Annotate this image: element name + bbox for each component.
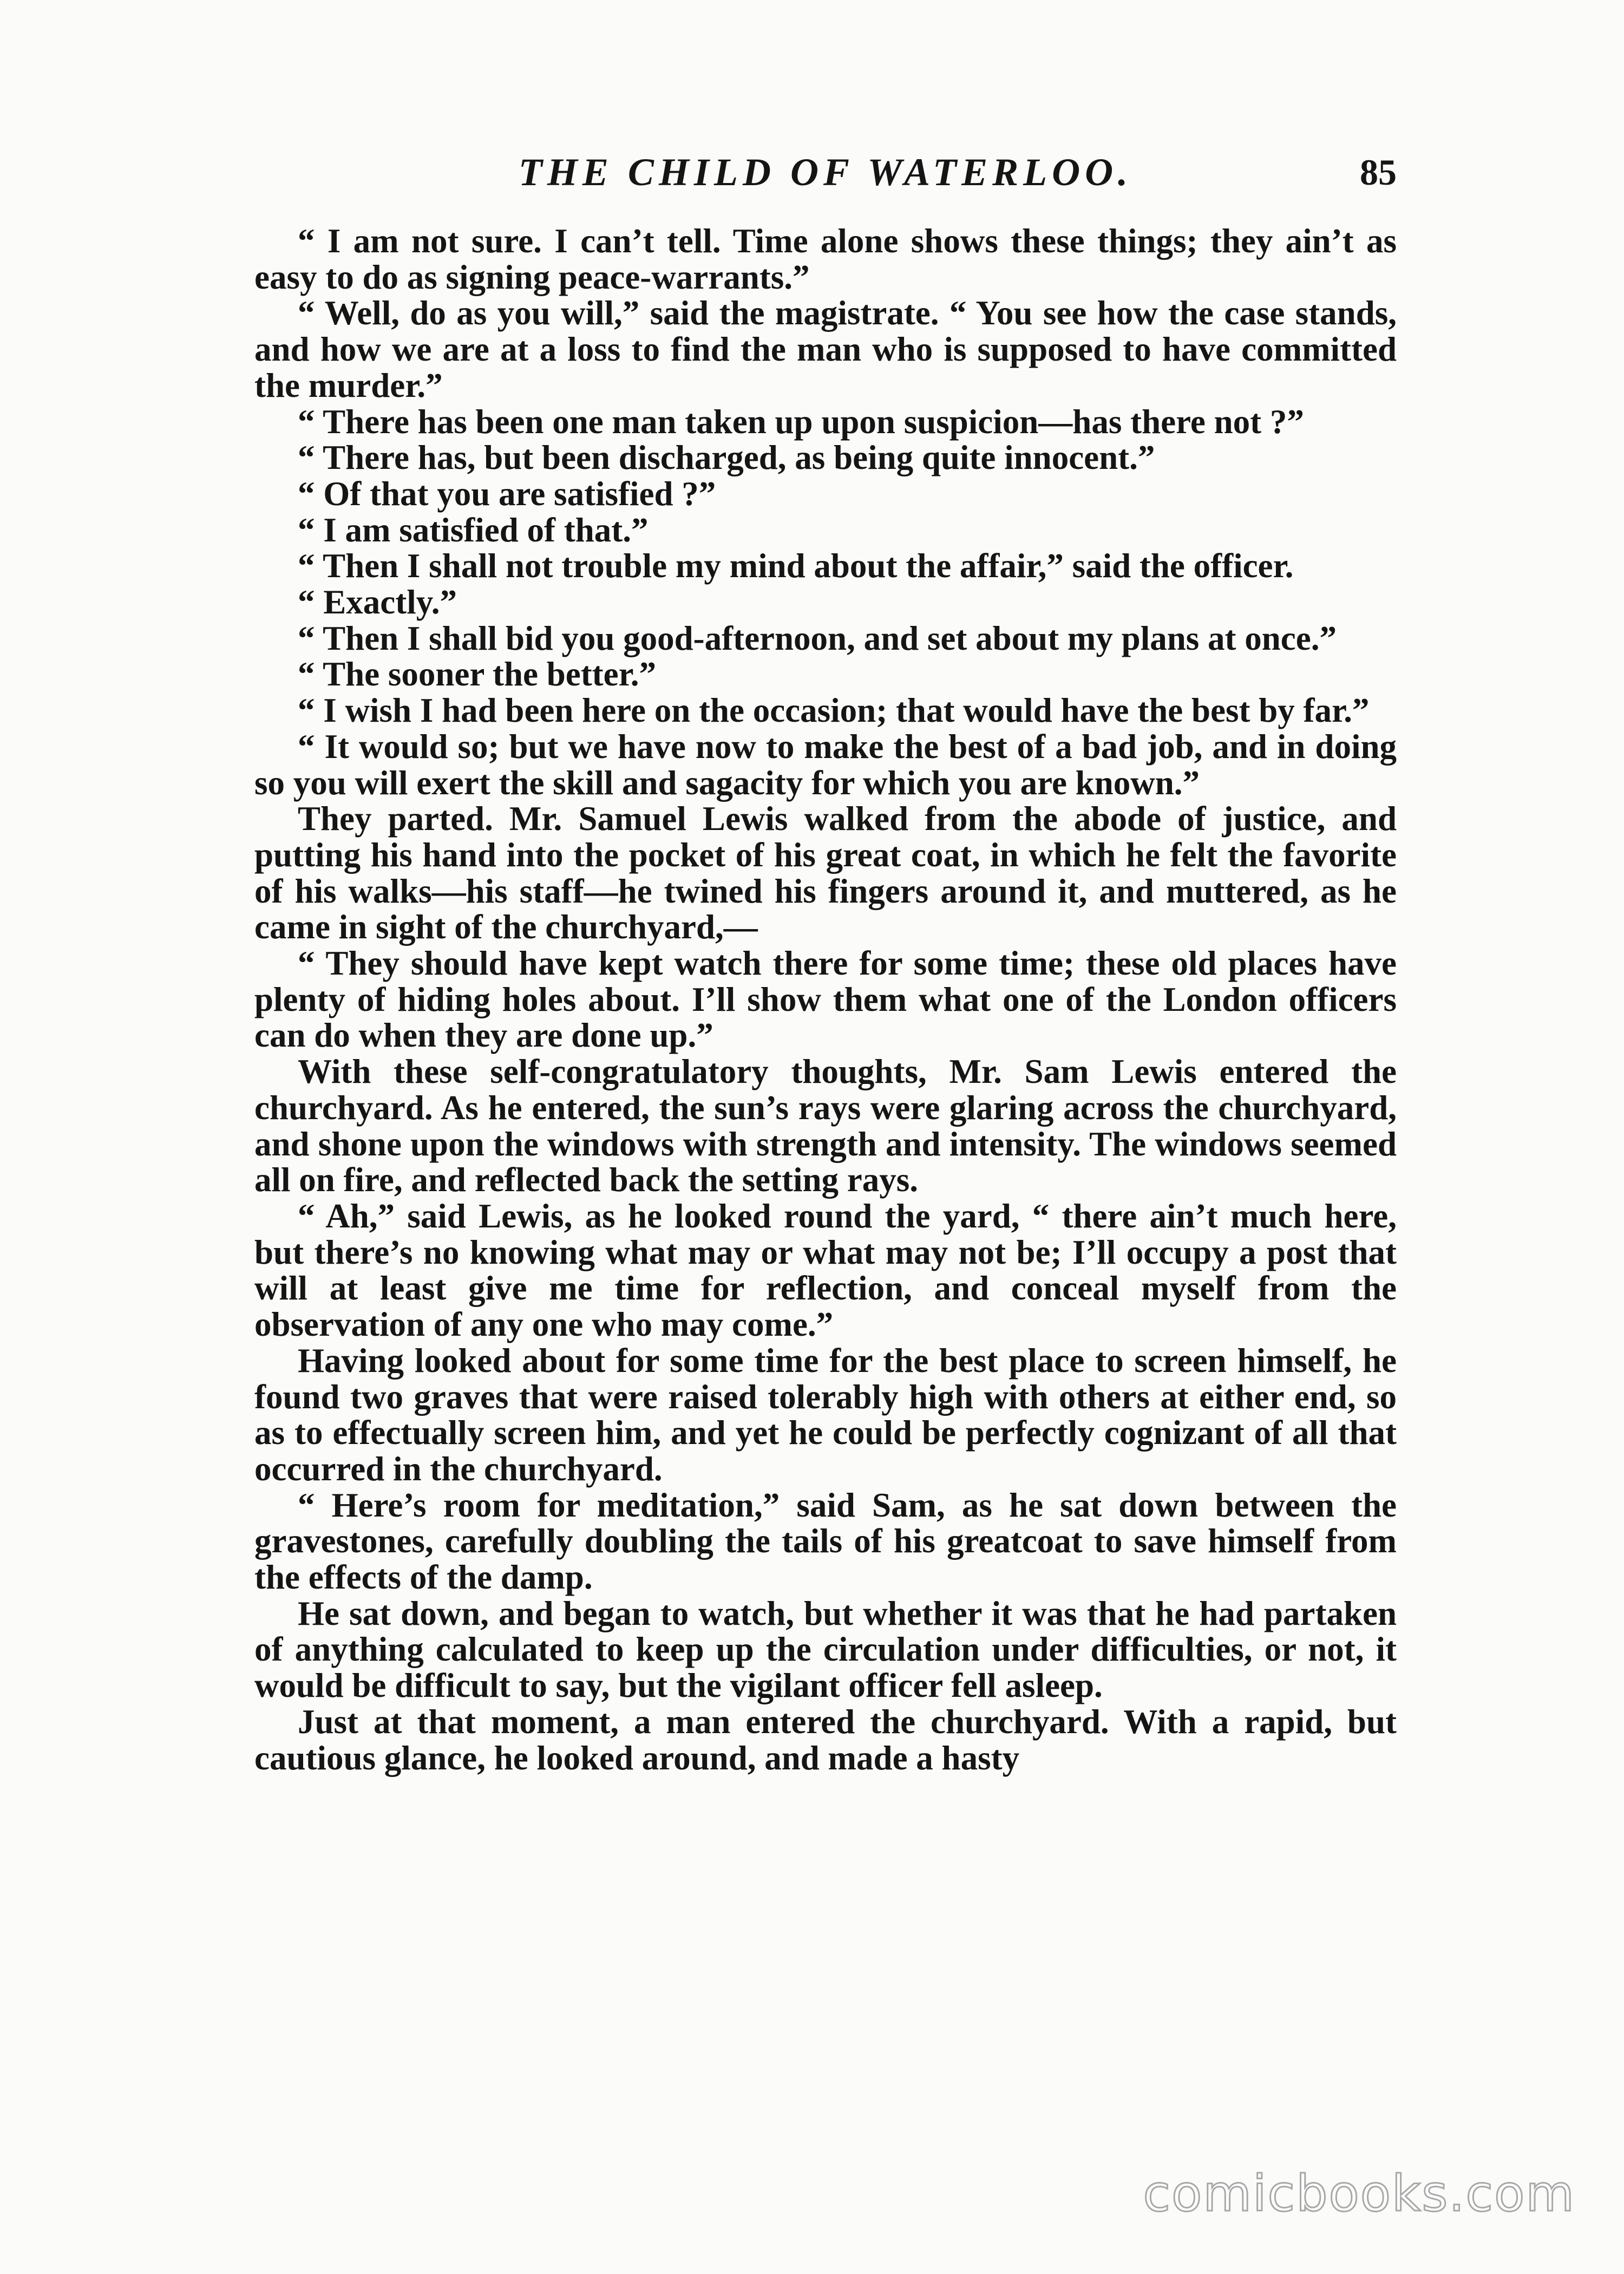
page-title: THE CHILD OF WATERLOO.	[518, 151, 1133, 194]
paragraph: He sat down, and began to watch, but whether it was that he had partaken of anything calculated to keep up the circulation under difficulties, or not, it would be difficult to say, but the vigilant officer fell asleep.	[254, 1594, 1397, 1705]
paragraph: “ Exactly.”	[298, 583, 457, 622]
paragraph: With these self-congratulatory thoughts, Mr. Sam Lewis entered the churchyard. As he entered, the sun’s rays were glaring across the churchyard, and shone upon the windows with strength and intensity. The windows seemed all on fire, and reflected back the setting rays.	[254, 1053, 1397, 1199]
page-number: 85	[1360, 152, 1397, 193]
paragraph: They parted. Mr. Samuel Lewis walked from the abode of justice, and putting his hand into the pocket of his great coat, in which he felt the favorite of his walks—his staff—he twined his fingers around it, and muttered, as he came in sight of the churchyard,—	[254, 800, 1397, 946]
paragraph: Having looked about for some time for the best place to screen himself, he found two graves that were raised tolerably high with others at either end, so as to effectually screen him, and yet he could be perfectly cognizant of all that occurred in the churchyard.	[254, 1341, 1397, 1488]
paragraph: “ I am not sure. I can’t tell. Time alone shows these things; they ain’t as easy to do as signing peace-warrants.”	[254, 222, 1397, 296]
paragraph: “ Of that you are satisfied ?”	[298, 474, 716, 513]
paragraph: “ Here’s room for meditation,” said Sam, as he sat down between the gravestones, carefully doubling the tails of his greatcoat to save himself from the effects of the damp.	[254, 1486, 1397, 1597]
paragraph: “ Then I shall bid you good-afternoon, and set about my plans at once.”	[298, 619, 1337, 657]
paragraph: “ Ah,” said Lewis, as he looked round the yard, “ there ain’t much here, but there’s no knowing what may or what may not be; I’ll occupy a post that will at least give me time for reflection, and conceal myself from the observation of any one who may come.”	[254, 1197, 1397, 1344]
paragraph: “ I wish I had been here on the occasion; that would have the best by far.”	[298, 691, 1370, 730]
paragraph: “ I am satisfied of that.”	[298, 511, 649, 549]
paragraph: “ It would so; but we have now to make the best of a bad job, and in doing so you will exert the skill and sagacity for which you are known.”	[254, 727, 1397, 802]
paragraph: “ There has been one man taken up upon suspicion—has there not ?”	[298, 402, 1304, 441]
watermark: comicbooks.com	[1143, 2165, 1575, 2223]
running-head	[254, 145, 1397, 199]
paragraph: “ There has, but been discharged, as being quite innocent.”	[298, 439, 1155, 477]
paragraph: “ They should have kept watch there for some time; these old places have plenty of hiding holes about. I’ll show them what one of the London officers can do when they are done up.”	[254, 944, 1397, 1055]
paragraph: “ Well, do as you will,” said the magistrate. “ You see how the case stands, and how we are at a loss to find the man who is supposed to have committed the murder.”	[254, 294, 1397, 404]
paragraph: “ Then I shall not trouble my mind about the affair,” said the officer.	[298, 547, 1294, 585]
paragraph: “ The sooner the better.”	[298, 655, 657, 694]
body-text	[254, 223, 1397, 1776]
paragraph: Just at that moment, a man entered the churchyard. With a rapid, but cautious glance, he looked around, and made a hasty	[254, 1702, 1397, 1777]
